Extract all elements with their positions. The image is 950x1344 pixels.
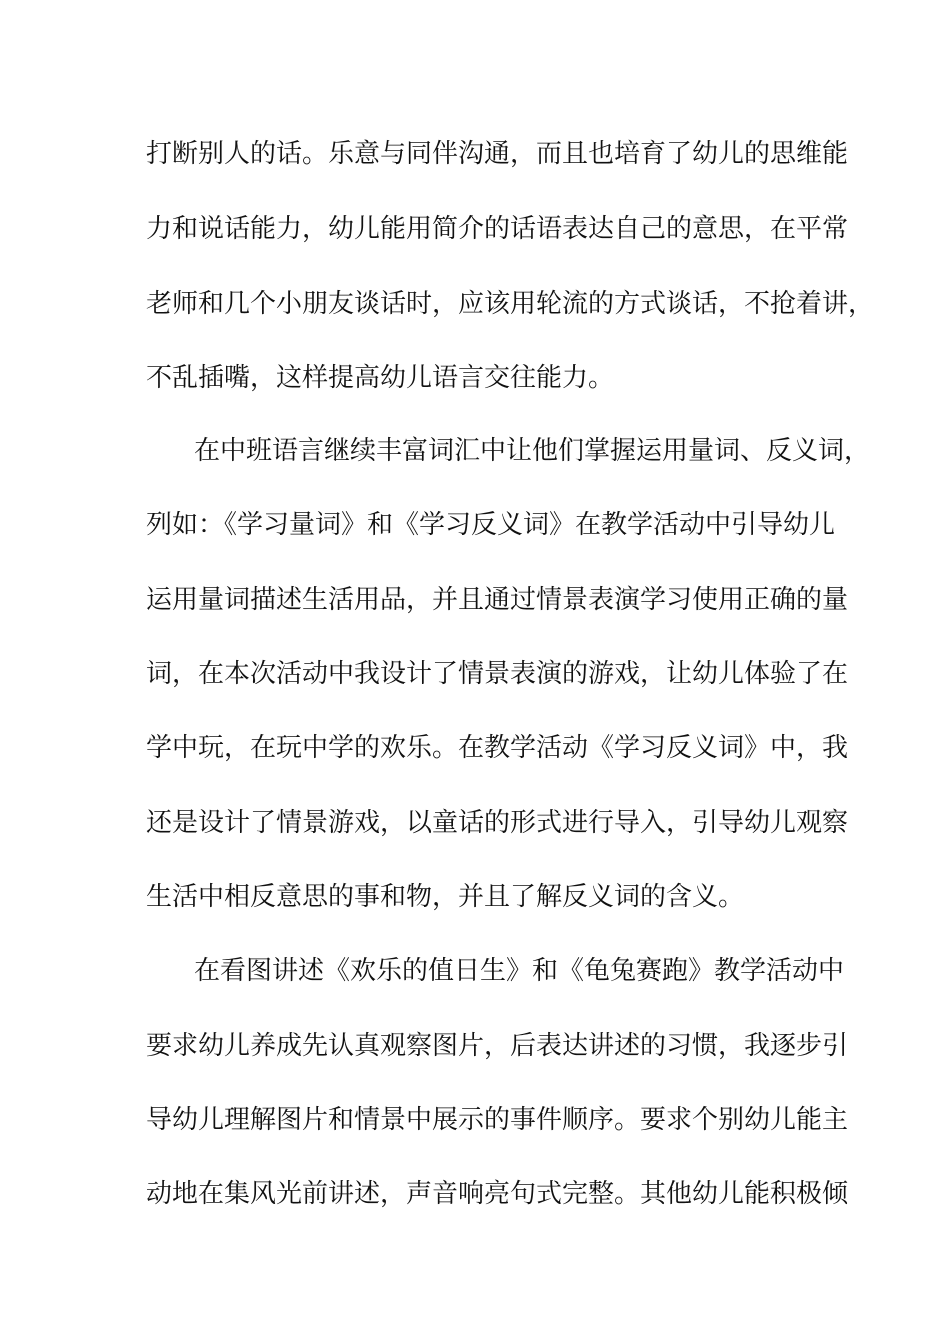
text-line: 不乱插嘴，这样提高幼儿语言交往能力。 xyxy=(146,363,615,393)
paragraph-first-line: 在中班语言继续丰富词汇中让他们掌握运用量词、反义词， xyxy=(194,436,871,466)
text-line: 运用量词描述生活用品，并且通过情景表演学习使用正确的量 xyxy=(146,585,849,615)
text-line: 打断别人的话。乐意与同伴沟通，而且也培育了幼儿的思维能 xyxy=(146,139,849,169)
text-line: 老师和几个小朋友谈话时，应该用轮流的方式谈话，不抢着讲， xyxy=(146,289,875,319)
text-line: 词，在本次活动中我设计了情景表演的游戏，让幼儿体验了在 xyxy=(146,659,849,689)
text-line: 生活中相反意思的事和物，并且了解反义词的含义。 xyxy=(146,882,745,912)
text-line: 导幼儿理解图片和情景中展示的事件顺序。要求个别幼儿能主 xyxy=(146,1105,849,1135)
paragraph-first-line: 在看图讲述《欢乐的值日生》和《龟兔赛跑》教学活动中 xyxy=(194,956,845,986)
text-line: 列如：《学习量词》和《学习反义词》在教学活动中引导幼儿 xyxy=(146,510,836,540)
text-line: 动地在集风光前讲述，声音响亮句式完整。其他幼儿能积极倾 xyxy=(146,1179,849,1209)
text-line: 力和说话能力，幼儿能用简介的话语表达自己的意思，在平常 xyxy=(146,214,849,244)
text-line: 还是设计了情景游戏，以童话的形式进行导入，引导幼儿观察 xyxy=(146,808,849,838)
text-line: 要求幼儿养成先认真观察图片，后表达讲述的习惯，我逐步引 xyxy=(146,1031,849,1061)
text-line: 学中玩，在玩中学的欢乐。在教学活动《学习反义词》中，我 xyxy=(146,733,849,763)
